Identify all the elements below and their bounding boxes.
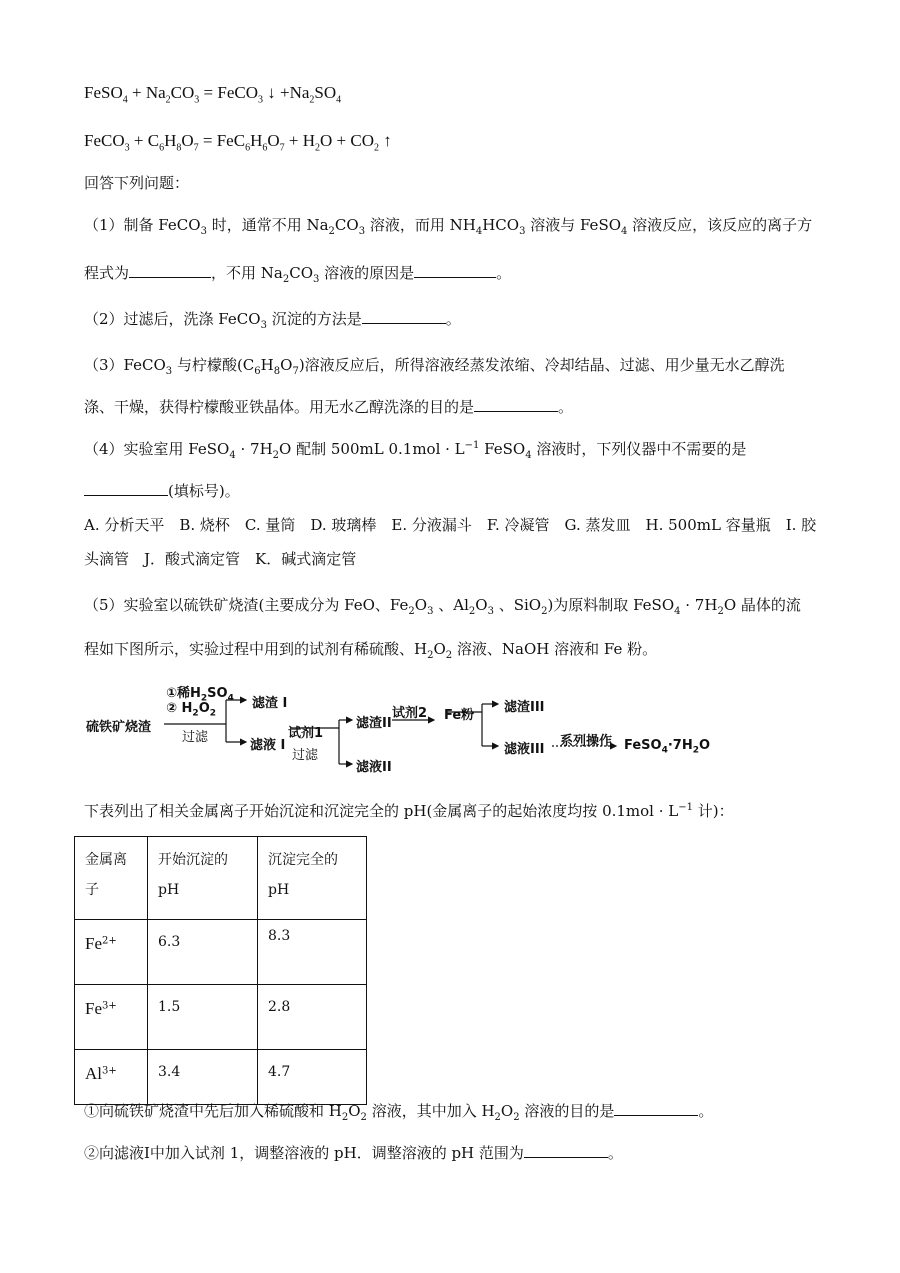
equation-2: FeCO$_3$ + $C_6H_8O_7 = FeC_6H_6O_7 + H_2O + CO_2$ ↑ bbox=[84, 131, 392, 154]
intro-text: 回答下列问题： bbox=[84, 174, 190, 192]
ion-cell: $Fe^{2+}$ bbox=[75, 920, 148, 985]
flow-filter-2: 过滤 bbox=[292, 748, 319, 763]
answer-blank[interactable] bbox=[524, 1143, 608, 1158]
table-header-ion: 金属离 子 bbox=[75, 837, 148, 920]
question-3-line-1: （3）FeCO$_3$ 与柠檬酸$(C_6H_8O_7)$溶液反应后，所得溶液经蒸发浓缩、冷却结晶、过滤、用少量无水乙醇洗 bbox=[84, 356, 785, 377]
answer-blank[interactable] bbox=[129, 263, 211, 278]
flow-reagent-1: ①稀$H_2SO_4$ bbox=[166, 686, 234, 704]
sub-question-2: ②向滤液I中加入试剂 1，调整溶液的 pH．调整溶液的 pH 范围为 。 bbox=[84, 1144, 623, 1162]
question-4-options-cont: 头滴管 J．酸式滴定管 K．碱式滴定管 bbox=[84, 550, 357, 568]
start-ph-cell: 1.5 bbox=[148, 985, 258, 1050]
end-ph-cell: 8.3 bbox=[258, 920, 367, 985]
flow-residue-3: 滤渣III bbox=[504, 700, 545, 715]
start-ph-cell: 3.4 bbox=[148, 1050, 258, 1105]
question-1-line-2: 程式为 ，不用 $Na_2CO_3$ 溶液的原因是 。 bbox=[84, 264, 512, 285]
flow-product: $FeSO_4\cdot 7H_2O$ bbox=[624, 738, 711, 756]
question-3-line-2: 涤、干燥，获得柠檬酸亚铁晶体。用无水乙醇洗涤的目的是 。 bbox=[84, 398, 574, 416]
end-ph-cell: 4.7 bbox=[258, 1050, 367, 1105]
flow-reagent-2: ② $H_2O_2$ bbox=[166, 701, 217, 719]
flow-residue-2: 滤渣II bbox=[356, 716, 392, 731]
answer-blank[interactable] bbox=[614, 1101, 698, 1116]
process-flow-diagram bbox=[84, 680, 724, 780]
question-4-line-1: （4）实验室用 FeSO$_4$ · $7H_2O$ 配制 500mL $0.1mol \cdot L^{-1}$ FeSO$_4$ 溶液时，下列仪器中不需要的是 bbox=[84, 440, 747, 461]
start-ph-cell: 6.3 bbox=[148, 920, 258, 985]
question-4-line-2: (填标号)。 bbox=[84, 480, 240, 502]
table-row bbox=[75, 1050, 367, 1105]
sub-question-1: ①向硫铁矿烧渣中先后加入稀硫酸和 $H_2O_2$ 溶液，其中加入 $H_2O_2$ 溶液的目的是 。 bbox=[84, 1102, 714, 1123]
flow-reagent-label-2: 试剂2 bbox=[392, 706, 428, 721]
flow-start: 硫铁矿烧渣 bbox=[86, 720, 152, 735]
table-header-end: 沉淀完全的 pH bbox=[258, 837, 367, 920]
flow-reagent-label-1: 试剂1 bbox=[288, 726, 324, 741]
answer-blank[interactable] bbox=[414, 263, 496, 278]
flow-filter-1: 过滤 bbox=[182, 730, 209, 745]
question-5-line-1: （5）实验室以硫铁矿烧渣(主要成分为 FeO、$Fe_2O_3$ 、$Al_2O_3$ 、SiO$_2$)为原料制取 FeSO$_4$ · $7H_2O$ 晶体的流 bbox=[84, 596, 801, 617]
ph-table bbox=[74, 836, 367, 1105]
question-2: （2）过滤后，洗涤 FeCO$_3$ 沉淀的方法是 。 bbox=[84, 310, 461, 331]
ion-cell: $Fe^{3+}$ bbox=[75, 985, 148, 1050]
table-header-start: 开始沉淀的 pH bbox=[148, 837, 258, 920]
table-row bbox=[75, 920, 367, 985]
flow-fe-powder: Fe粉 bbox=[444, 708, 475, 723]
end-ph-cell: 2.8 bbox=[258, 985, 367, 1050]
flow-series-operation: 系列操作 bbox=[560, 734, 613, 749]
ion-cell: $Al^{3+}$ bbox=[75, 1050, 148, 1105]
table-intro: 下表列出了相关金属离子开始沉淀和沉淀完全的 pH(金属离子的起始浓度均按 $0.1mol \cdot L^{-1}$ 计)： bbox=[84, 802, 734, 820]
flow-residue-1: 滤渣 I bbox=[252, 696, 288, 711]
flow-filtrate-1: 滤液 I bbox=[250, 738, 286, 753]
answer-blank[interactable] bbox=[84, 481, 168, 496]
question-4-options: A. 分析天平 B. 烧杯 C. 量筒 D. 玻璃棒 E. 分液漏斗 F. 冷凝管 G. 蒸发皿 H. 500mL 容量瓶 I. 胶 bbox=[84, 516, 817, 534]
table-row bbox=[75, 985, 367, 1050]
flow-filtrate-3: 滤液III bbox=[504, 742, 545, 757]
flow-filtrate-2: 滤液II bbox=[356, 760, 392, 775]
answer-blank[interactable] bbox=[362, 309, 446, 324]
table-header-row bbox=[75, 837, 367, 920]
equation-1: FeSO$_4$ + $Na_2CO_3$ = FeCO$_3$ ↓ $+Na_2SO_4$ bbox=[84, 83, 342, 106]
question-1-line-1: （1）制备 FeCO$_3$ 时，通常不用 $Na_2CO_3$ 溶液，而用 $NH_4HCO_3$ 溶液与 FeSO$_4$ 溶液反应，该反应的离子方 bbox=[84, 216, 813, 237]
answer-blank[interactable] bbox=[474, 397, 558, 412]
question-5-line-2: 程如下图所示，实验过程中用到的试剂有稀硫酸、$H_2O_2$ 溶液、NaOH 溶液和 Fe 粉。 bbox=[84, 640, 658, 661]
